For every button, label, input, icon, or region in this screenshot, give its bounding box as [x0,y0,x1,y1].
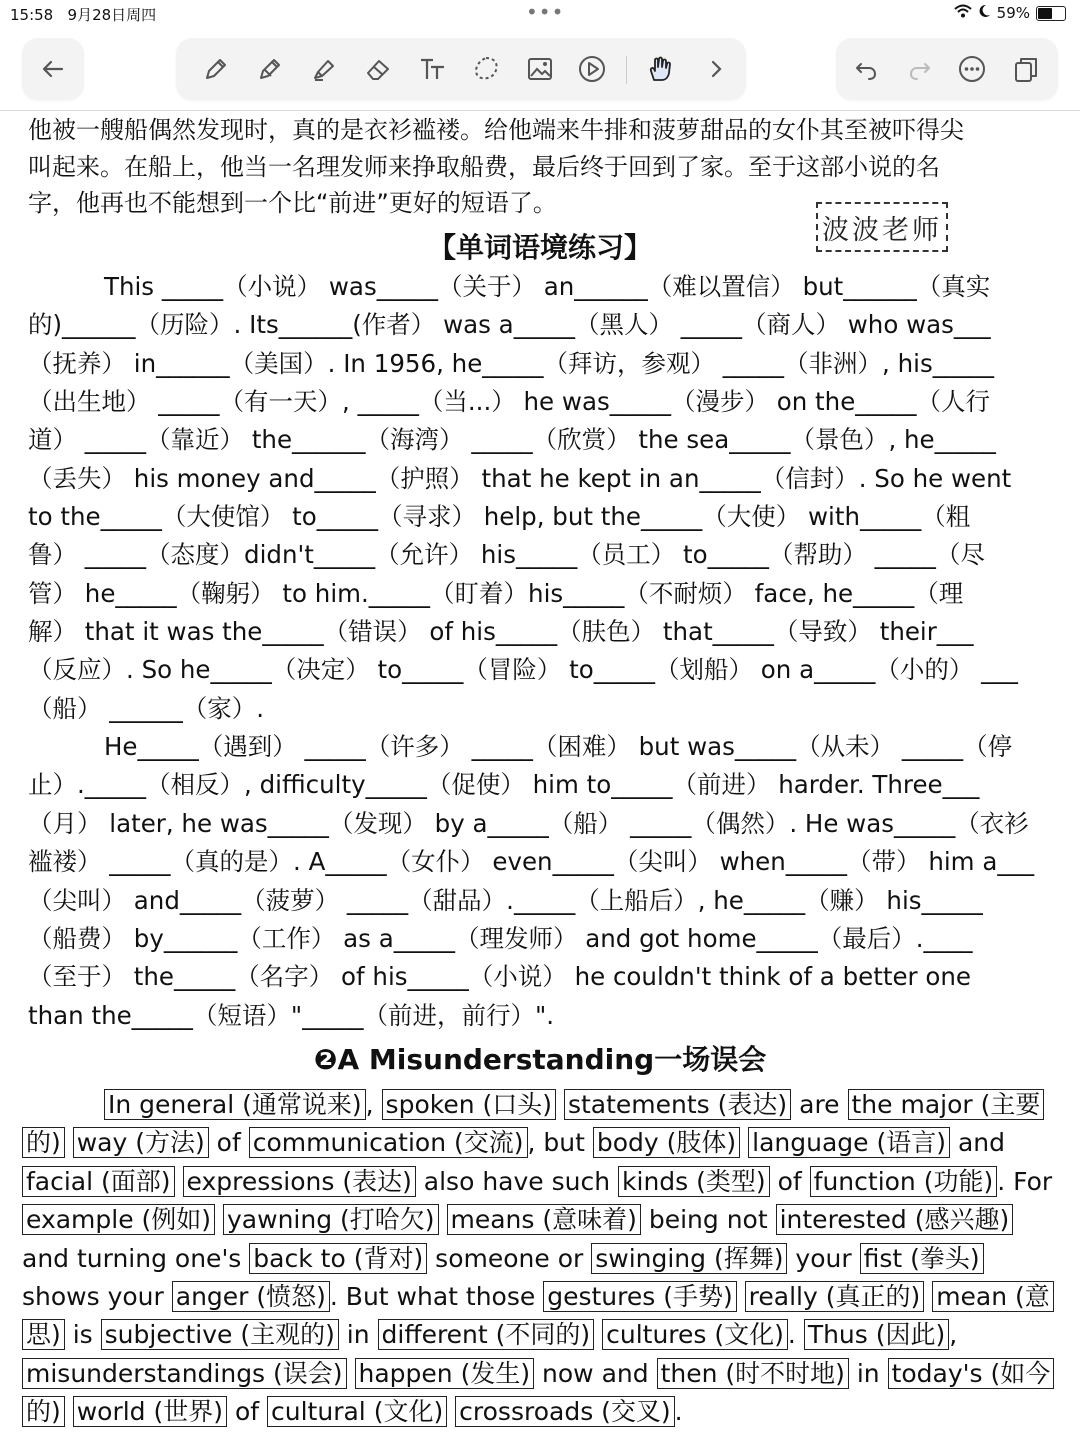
passage [22,1086,1058,1432]
boxed-term: expressions (表达) [183,1166,416,1197]
exercise-line: 解） that it was the_____（错误） of his_____（肤色） that_____（导致） their___ [28,617,974,647]
boxed-term: communication (交流) [249,1127,528,1158]
passage-text [347,1359,355,1388]
exercise-line: （尖叫） and_____（菠萝） _____（甜品）._____（上船后）, he_____（赚） his_____ [28,885,983,915]
status-right [954,4,1066,22]
passage-text: . [674,1397,683,1427]
boxed-term: Thus (因此) [804,1319,949,1350]
passage-text: your [787,1243,860,1273]
highlighter-icon[interactable] [306,51,342,87]
boxed-term: body (肢体) [593,1127,740,1158]
passage-text: , [365,1090,382,1119]
exercise-line: （月） later, he was_____（发现） by a_____（船） _____（偶然）. He was_____（衣衫 [28,808,1029,838]
boxed-term: back to (背对) [249,1243,427,1274]
passage-text: someone or [427,1243,592,1273]
passage-text: and [950,1128,1005,1158]
exercise-line: （船费） by______（工作） as a_____（理发师） and got home_____（最后）.____ [28,923,973,953]
passage-text [740,1128,748,1157]
boxed-term: different (不同的) [378,1319,595,1350]
passage-line [22,1086,1058,1124]
passage-text [924,1282,932,1311]
exercise-line: 褴褛） _____（真的是）. A_____（女仆） even_____（尖叫） when_____（带） him a___ [28,847,1035,877]
boxed-term: way (方法) [73,1127,209,1158]
passage-text [556,1090,564,1119]
exercise-line: 道） _____（靠近） the______（海湾） _____（欣赏） the sea_____（景色）, he_____ [28,425,996,455]
boxed-term: subjective (主观的) [101,1319,339,1350]
passage-text: , [949,1320,958,1350]
passage-text [215,1205,223,1234]
intro-line: 叫起来。在船上，他当一名理发师来挣取船费，最后终于回到了家。至于这部小说的名 [28,152,940,181]
redo-icon[interactable] [902,51,938,87]
moon-icon [978,4,991,22]
vocab-exercise [28,268,1058,1035]
boxed-term: cultures (文化) [602,1319,788,1350]
eraser-icon[interactable] [360,51,396,87]
battery-icon [1036,6,1066,21]
boxed-term: happen (发生) [355,1358,535,1389]
intro-line: 他被一艘船偶然发现时，真的是衣衫褴褛。给他端来牛排和菠萝甜品的女仆其至被吓得尖 [28,116,964,144]
passage-text: . [787,1320,804,1350]
boxed-term: really (真正的) [745,1281,925,1312]
boxed-term: function (功能) [810,1166,998,1197]
exercise-line: （反应）. So he_____（决定） to_____（冒险） to_____（划船） on a_____（小的） ___ [28,655,1018,685]
passage-text [594,1320,602,1349]
exercise-line: 的)______（历险）. Its______(作者） was a_____（黑人） _____（商人） who was___ [28,310,991,340]
multitask-dots[interactable]: ••• [526,0,565,24]
image-icon[interactable] [522,51,558,87]
boxed-term: misunderstandings (误会) [22,1358,347,1389]
boxed-term: gestures (手势) [543,1281,737,1312]
chevron-right-icon[interactable] [698,51,734,87]
boxed-term: In general (通常说来) [104,1089,366,1120]
boxed-term: example (例如) [22,1204,215,1235]
boxed-term: crossroads (交叉) [455,1396,675,1427]
exercise-line: （船） ______（家）. [28,693,265,723]
undo-icon[interactable] [848,51,884,87]
passage-text [175,1167,183,1196]
boxed-term: facial (面部) [22,1166,175,1197]
exercise-line: He_____（遇到） _____（许多） _____（困难） but was_____（从未） _____（停 [104,732,1013,762]
boxed-term: yawning (打哈欠) [223,1204,439,1235]
passage-line [22,1240,1058,1278]
passage-text [737,1282,745,1311]
passage-text [447,1397,455,1426]
exercise-line: 管） he_____（鞠躬） to him._____（盯着）his_____（不耐烦） face, he_____（理 [28,578,964,608]
section-title-passage: ❷A Misunderstanding一场误会 [313,1043,767,1076]
pencil-icon[interactable] [198,51,234,87]
boxed-term: spoken (口头) [382,1089,556,1120]
boxed-term: statements (表达) [564,1089,791,1120]
passage-line [22,1355,1058,1393]
exercise-line: 鲁） _____（态度）didn't_____（允许） his_____（员工） to_____（帮助） _____（尽 [28,540,985,570]
toolbar-separator [626,56,627,84]
boxed-term: language (语言) [748,1127,950,1158]
passage-text: and turning one's [22,1243,250,1273]
exercise-line: 止）._____（相反）, difficulty_____（促使） him to_____（前进） harder. Three___ [28,770,980,800]
passage-text: is [64,1320,101,1350]
passage-text: in [848,1358,888,1388]
text-icon[interactable] [414,51,450,87]
boxed-term: 思) [22,1319,65,1350]
boxed-term: swinging (挥舞) [591,1243,787,1274]
lasso-icon[interactable] [468,51,504,87]
status-time: 15:58 9月28日周四 [10,6,157,24]
wifi-icon [954,4,972,22]
boxed-term: cultural (文化) [267,1396,447,1427]
passage-line [22,1316,1058,1354]
intro-line: 字，他再也不能想到一个比“前进”更好的短语了。 [28,189,557,217]
passage-text: . But what those [329,1282,544,1312]
boxed-term: the major (主要 [848,1089,1045,1120]
boxed-term: 的) [22,1127,65,1158]
passage-line [22,1393,1058,1431]
passage-text: also have such [415,1166,619,1196]
exercise-line: to the_____（大使馆） to_____（寻求） help, but the_____（大使） with_____（粗 [28,502,971,532]
passage-text [65,1397,73,1426]
exercise-line: （抚养） in______（美国）. In 1956, he_____（拜访，参观） _____（非洲）, his_____ [28,348,994,378]
passage-line [22,1163,1058,1201]
exercise-line: （出生地） _____（有一天）, _____（当...） he was_____（漫步） on the_____（人行 [28,387,991,417]
actions-pill [836,38,1058,100]
passage-text [439,1205,447,1234]
exercise-line: This _____（小说） was_____（关于） an______（难以置信） but______（真实 [104,272,991,301]
exercise-line: （至于） the_____（名字） of his_____（小说） he couldn't think of a better one [28,962,971,992]
pages-icon[interactable] [1008,51,1044,87]
section-title-vocab: 【单词语境练习】 [427,231,652,264]
exercise-line: （丢失） his money and_____（护照） that he kept in an_____（信封）. So he went [28,463,1012,493]
passage-text: are [791,1090,848,1119]
passage-text: in [338,1320,378,1350]
tools-pill [176,38,746,100]
passage-line [22,1278,1058,1316]
passage-text: . For [997,1166,1053,1196]
passage-text: being not [640,1205,776,1235]
boxed-term: means (意味着) [447,1204,641,1235]
boxed-term: anger (愤怒) [172,1281,330,1312]
status-bar [0,0,1080,28]
boxed-term: kinds (类型) [618,1166,770,1197]
exercise-line: than the_____（短语）"_____（前进，前行）". [28,1000,554,1030]
arrow-left-icon[interactable] [35,51,71,87]
boxed-term: today's (如今 [888,1358,1055,1389]
passage-text: of [208,1128,249,1158]
passage-text: now and [534,1358,657,1388]
boxed-term: interested (感兴趣) [776,1204,1014,1235]
boxed-term: 的) [22,1396,65,1427]
passage-text [65,1128,73,1157]
boxed-term: fist (拳头) [860,1243,984,1274]
boxed-term: then (时不时地) [657,1358,849,1389]
boxed-term: mean (意 [932,1281,1054,1312]
battery-percent: 59% [996,4,1030,22]
play-icon[interactable] [574,51,610,87]
passage-text: , but [527,1128,593,1158]
toolbar [0,32,1080,111]
passage-text: of [769,1166,810,1196]
more-icon[interactable] [954,51,990,87]
boxed-term: world (世界) [73,1396,227,1427]
hand-icon[interactable] [642,51,678,87]
passage-line [22,1201,1058,1239]
passage-text: shows your [22,1282,172,1312]
passage-line [22,1124,1058,1162]
teacher-stamp: 波波老师 [816,202,948,252]
back-button[interactable] [22,38,84,100]
passage-text: of [227,1397,268,1427]
pen-icon[interactable] [252,51,288,87]
